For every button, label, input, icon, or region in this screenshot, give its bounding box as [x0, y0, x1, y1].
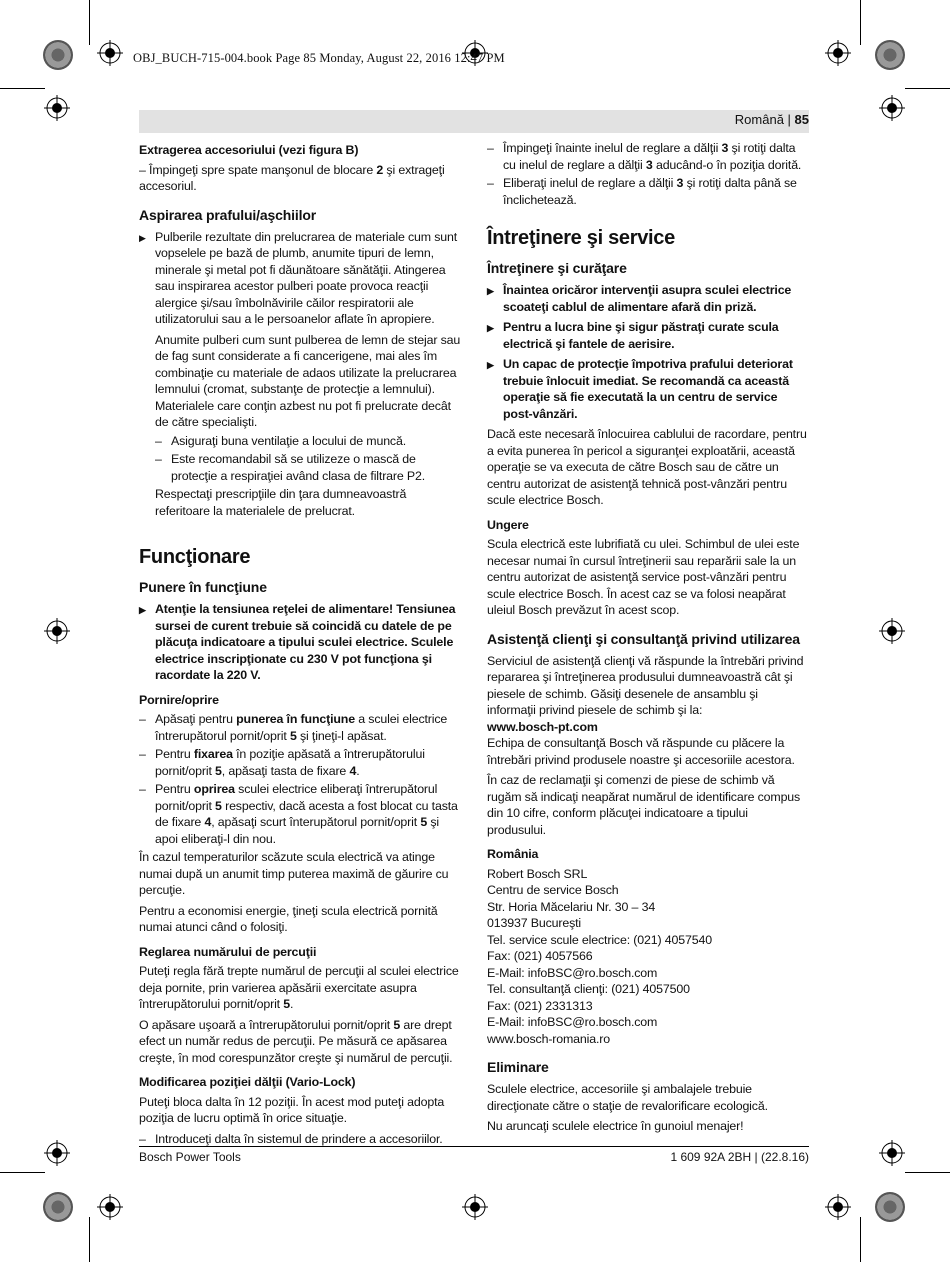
registration-mark-icon	[44, 95, 70, 121]
crop-mark	[0, 88, 45, 89]
paragraph: Echipa de consultanţă Bosch vă răspunde cu plăcere la întrebări privind produsele noastre şi accesoriile acestora.	[487, 736, 795, 767]
list-item: – Introduceţi dalta în sistemul de prindere a accesoriilor.	[139, 1131, 461, 1148]
warning-item: ▶ Un capac de protecţie împotriva prafului deteriorat trebuie înlocuit imediat. Se recomandă ca această operaţie să fie executată la un centru de service post-vânzări.	[487, 356, 809, 422]
address-line: Tel. service scule electrice: (021) 4057540	[487, 932, 712, 947]
section-title: Pornire/oprire	[139, 692, 219, 707]
section-title: Aspirarea prafului/aşchiilor	[139, 206, 317, 223]
section-title: Ungere	[487, 517, 529, 532]
color-target-icon	[43, 40, 73, 70]
right-column	[487, 140, 809, 1139]
warning-item: ▶ Pulberile rezultate din prelucrarea de materiale cum sunt vopselele pe bază de plumb, anumite tipuri de lemn, minerale şi metal pot fi dăunătoare sănătăţii. Atingerea sau inspirarea acestor pulberi poate provoca reacţii alergice şi/sau îmbolnăvirile căilor respiratorii ale utilizatorului sau a le persoanelor aflate în apropiere.	[139, 229, 461, 328]
warning-item: ▶ Pentru a lucra bine şi sigur păstraţi curate scula electrică şi fantele de aerisire.	[487, 319, 809, 352]
address-line: Fax: (021) 2331313	[487, 998, 593, 1013]
paragraph: Nu aruncaţi sculele electrice în gunoiul menajer!	[487, 1119, 744, 1133]
address-line: Centru de service Bosch	[487, 883, 619, 897]
address-line: E-Mail: infoBSC@ro.bosch.com	[487, 1015, 658, 1029]
address-line: Robert Bosch SRL	[487, 866, 588, 881]
book-header: OBJ_BUCH-715-004.book Page 85 Monday, August 22, 2016 12:47 PM	[133, 51, 505, 65]
color-target-icon	[875, 40, 905, 70]
footer-left: Bosch Power Tools	[139, 1150, 241, 1164]
section-title: Modificarea poziţiei dălţii (Vario-Lock)	[139, 1075, 356, 1089]
paragraph: În caz de reclamaţii şi comenzi de piese de schimb vă rugăm să indicaţi neapărat numărul de identificare compus din 10 cifre, conform plăcuţei indicatoare a tipului produsului.	[487, 773, 801, 837]
crop-mark	[860, 0, 861, 45]
registration-mark-icon	[879, 618, 905, 644]
list-item: – Asiguraţi buna ventilaţie a locului de muncă.	[139, 433, 461, 450]
paragraph: În cazul temperaturilor scăzute scula electrică va atinge numai după un anumit timp puterea maximă de găurire cu percuţie.	[139, 850, 449, 897]
registration-mark-icon	[879, 95, 905, 121]
paragraph: Scula electrică este lubrifiată cu ulei. Schimbul de ulei este necesar numai în cursul întreţinerii sau reparării sale la un centru autorizat de asistenţă service post-vânzări pentru scule electrice Bosch. În acest caz se va folosi neapărat uleiul Bosch prevăzut în acest scop.	[487, 537, 800, 617]
warning-item: ▶ Înaintea oricăror intervenţii asupra sculei electrice scoateţi cablul de alimentare afară din priză.	[487, 282, 809, 315]
list-item: – Eliberaţi inelul de reglare a dălţii 3 şi rotiţi dalta până se înclichetează.	[487, 175, 809, 208]
list-item: – Pentru oprirea sculei electrice eliberaţi întrerupătorul pornit/oprit 5 respectiv, dacă acesta a fost blocat cu tasta de fixare 4, apăsaţi scurt înterupătorul pornit/oprit 5 şi apoi eliberaţi-l din nou.	[139, 781, 461, 847]
left-column	[139, 140, 461, 1149]
section-title: Reglarea numărului de percuţii	[139, 944, 317, 959]
registration-mark-icon	[825, 40, 851, 66]
color-target-icon	[875, 1192, 905, 1222]
section-title: Asistenţă clienţi şi consultanţă privind utilizarea	[487, 630, 800, 647]
header-bar	[139, 110, 809, 133]
page-header	[735, 112, 809, 127]
registration-mark-icon	[44, 1140, 70, 1166]
page-number: 85	[794, 112, 809, 127]
crop-mark	[89, 0, 90, 45]
section-title: Întreţinere şi curăţare	[487, 260, 627, 276]
warning-item: ▶ Atenţie la tensiunea reţelei de alimentare! Tensiunea sursei de curent trebuie să coincidă cu datele de pe plăcuţa indicatoare a tipului sculei electrice. Sculele electrice inscripţionate cu 230 V pot funcţiona şi racordate la 220 V.	[139, 601, 461, 684]
chapter-title: Întreţinere şi service	[487, 227, 675, 249]
paragraph: Pentru a economisi energie, ţineţi scula electrică pornită numai atunci când o folosiţi.	[139, 903, 438, 934]
paragraph: Sculele electrice, accesoriile şi ambalajele trebuie direcţionate către o staţie de revalorificare ecologică.	[487, 1082, 768, 1113]
footer-rule	[139, 1146, 809, 1147]
paragraph: Puteţi bloca dalta în 12 poziţii. În acest mod puteţi adopta poziţia de lucru optimă în orice situaţie.	[139, 1094, 445, 1125]
address-line: www.bosch-romania.ro	[487, 1031, 611, 1046]
list-item: – Pentru fixarea în poziţie apăsată a întrerupătorului pornit/oprit 5, apăsaţi tasta de fixare 4.	[139, 746, 461, 779]
registration-mark-icon	[825, 1194, 851, 1220]
crop-mark	[905, 1172, 950, 1173]
crop-mark	[0, 1172, 45, 1173]
paragraph: Puteţi regla fără trepte numărul de percuţii al sculei electrice deja pornite, prin varierea apăsării exercitate asupra întrerupătorului pornit/oprit 5.	[139, 964, 459, 1011]
country-title: România	[487, 847, 539, 861]
list-item: – Împingeţi înainte inelul de reglare a dălţii 3 şi rotiţi dalta cu inelul de reglare a dălţii 3 aducând-o în poziţia dorită.	[487, 140, 809, 173]
address-line: E-Mail: infoBSC@ro.bosch.com	[487, 965, 658, 980]
registration-mark-icon	[97, 40, 123, 66]
address-block	[487, 866, 809, 1048]
registration-mark-icon	[44, 618, 70, 644]
chapter-title: Funcţionare	[139, 546, 251, 568]
paragraph: Dacă este necesară înlocuirea cablului de racordare, pentru a evita punerea în pericol a siguranţei exploatării, această operaţie se va executa de către Bosch sau de către un centru autorizat de asistenţă tehnică post-vânzări pentru scule electrice Bosch.	[487, 427, 807, 507]
registration-mark-icon	[97, 1194, 123, 1220]
address-line: 013937 Bucureşti	[487, 916, 582, 930]
registration-mark-icon	[462, 1194, 488, 1220]
color-target-icon	[43, 1192, 73, 1222]
section-title: Punere în funcţiune	[139, 579, 267, 595]
page-language: Română	[734, 112, 784, 127]
list-item: – Apăsaţi pentru punerea în funcţiune a sculei electrice întrerupătorul pornit/oprit 5 şi ţineţi-l apăsat.	[139, 711, 461, 744]
address-line: Fax: (021) 4057566	[487, 949, 593, 963]
paragraph: Serviciul de asistenţă clienţi vă răspunde la întrebări privind repararea şi întreţinerea produsului dumneavoastră cât şi piesele de schimb. Găsiţi desenele de ansamblu şi informaţii privind piesele de schimb şi la:	[487, 653, 804, 717]
paragraph: O apăsare uşoară a întrerupătorului pornit/oprit 5 are drept efect un număr redus de percuţii. Pe măsură ce apăsarea creşte, în mod corespunzător creşte şi numărul de percuţii.	[139, 1017, 453, 1065]
crop-mark	[860, 1217, 861, 1262]
paragraph: Anumite pulberi cum sunt pulberea de lemn de stejar sau de fag sunt considerate a fi cancerigene, mai ales îm combinaţie cu materiale de adaos utilizate la prelucrarea lemnului (cromat, substanţe de protecţie a lemnului). Materialele care conţin azbest nu pot fi prelucrate decât de către specialişti.	[155, 332, 461, 429]
crop-mark	[89, 1217, 90, 1262]
address-line: Tel. consultanţă clienţi: (021) 4057500	[487, 982, 690, 996]
paragraph: Respectaţi prescripţiile din ţara dumneavoastră referitoare la materialele de prelucrat.	[155, 487, 407, 518]
list-item: – Împingeţi spre spate manşonul de blocare 2 şi extrageţi accesoriul.	[139, 162, 445, 193]
section-title: Eliminare	[487, 1059, 549, 1075]
page-header-separator: |	[783, 112, 795, 127]
crop-mark	[905, 88, 950, 89]
list-item: – Este recomandabil să se utilizeze o mască de protecţie a respiraţiei având clasa de filtrare P2.	[139, 451, 461, 484]
footer-right: 1 609 92A 2BH | (22.8.16)	[670, 1150, 809, 1164]
section-title: Extragerea accesoriului (vezi figura B)	[139, 143, 359, 157]
registration-mark-icon	[879, 1140, 905, 1166]
address-line: Str. Horia Măcelariu Nr. 30 – 34	[487, 899, 656, 914]
website-link[interactable]: www.bosch-pt.com	[487, 719, 598, 734]
